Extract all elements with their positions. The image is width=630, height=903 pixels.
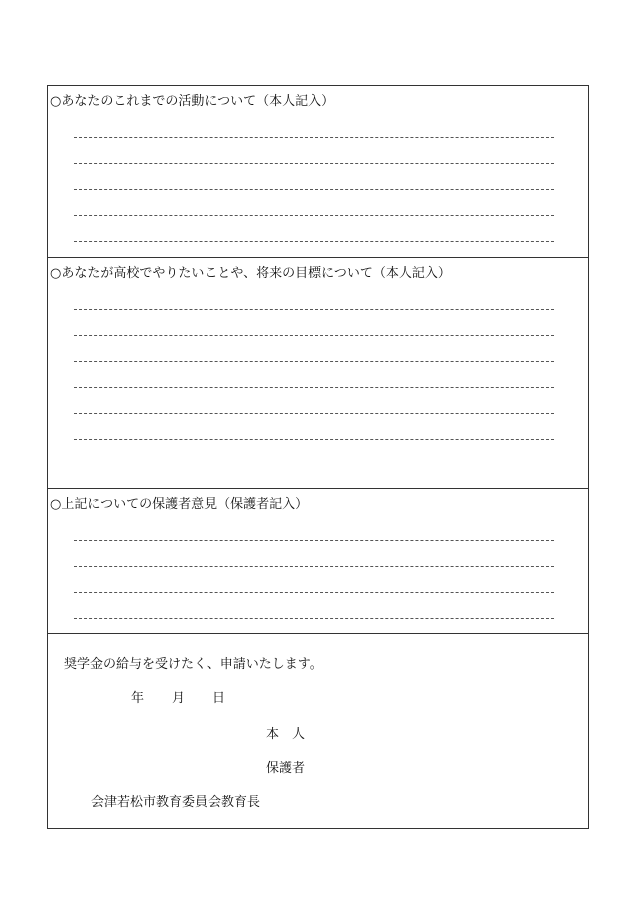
addressee: 会津若松市教育委員会教育長 bbox=[91, 795, 261, 810]
goals-writing-line[interactable] bbox=[74, 335, 554, 336]
goals-writing-line[interactable] bbox=[74, 387, 554, 388]
activities-writing-line[interactable] bbox=[74, 137, 554, 138]
guardian-section bbox=[48, 489, 588, 634]
activities-section bbox=[48, 86, 588, 258]
activities-writing-line[interactable] bbox=[74, 241, 554, 242]
guardian-writing-line[interactable] bbox=[74, 566, 554, 567]
goals-heading: ○あなたが高校でやりたいことや、将来の目標について（本人記入） bbox=[50, 266, 451, 281]
applicant-label: 本 人 bbox=[266, 727, 306, 742]
activities-writing-line[interactable] bbox=[74, 163, 554, 164]
guardian-heading: ○上記についての保護者意見（保護者記入） bbox=[50, 497, 309, 512]
goals-section bbox=[48, 258, 588, 489]
guardian-label: 保護者 bbox=[266, 761, 306, 776]
activities-heading: ○あなたのこれまでの活動について（本人記入） bbox=[50, 94, 335, 109]
goals-writing-line[interactable] bbox=[74, 439, 554, 440]
date-year-label: 年 bbox=[131, 691, 145, 706]
application-section bbox=[48, 634, 588, 828]
application-statement: 奨学金の給与を受けたく、申請いたします。 bbox=[64, 657, 323, 672]
application-form bbox=[47, 85, 589, 829]
activities-writing-line[interactable] bbox=[74, 215, 554, 216]
activities-writing-line[interactable] bbox=[74, 189, 554, 190]
goals-writing-line[interactable] bbox=[74, 413, 554, 414]
guardian-writing-line[interactable] bbox=[74, 540, 554, 541]
guardian-writing-line[interactable] bbox=[74, 618, 554, 619]
goals-writing-line[interactable] bbox=[74, 309, 554, 310]
goals-writing-line[interactable] bbox=[74, 361, 554, 362]
guardian-writing-line[interactable] bbox=[74, 592, 554, 593]
date-day-label: 日 bbox=[212, 691, 226, 706]
date-month-label: 月 bbox=[172, 691, 186, 706]
